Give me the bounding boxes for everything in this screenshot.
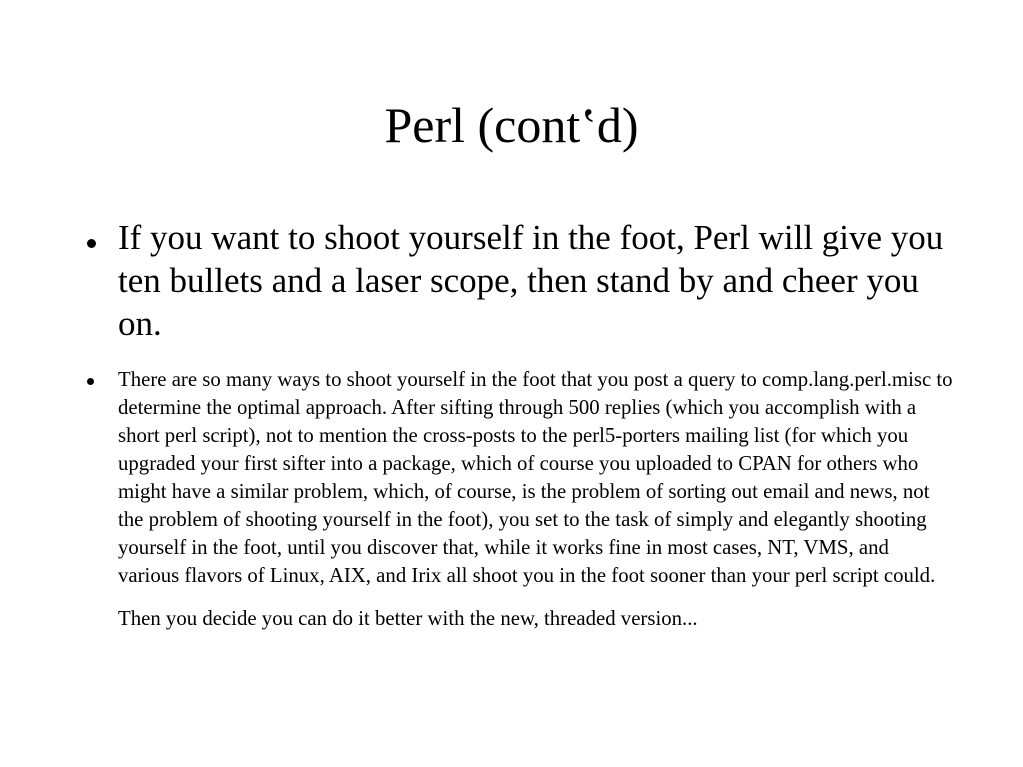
bullet-paragraph: Then you decide you can do it better with the new, threaded version... [118,607,698,630]
bullet-dot-icon [87,378,94,385]
bullet-text [118,366,953,633]
bullet-dot-icon [87,239,96,248]
bullet-text [118,216,953,345]
bullet-paragraph: There are so many ways to shoot yourself in the foot that you post a query to comp.lang.perl.misc to determine the optimal approach. After sifting through 500 replies (which you accomplish with a short perl script), not to mention the cross-posts to the perl5-porters mailing list (for which you upgraded your first sifter into a package, which of course you uploaded to CPAN for others who might have a similar problem, which, of course, is the problem of sorting out email and news, not the problem of shooting yourself in the foot), you set to the task of simply and elegantly shooting yourself in the foot, until you discover that, while it works fine in most cases, NT, VMS, and various flavors of Linux, AIX, and Irix all shoot you in the foot sooner than your perl script could. [118,368,953,587]
slide-title: Perl (cont‛d) [384,97,639,153]
bullet-paragraph: If you want to shoot yourself in the foot, Perl will give you ten bullets and a laser scope, then stand by and cheer you on. [118,218,944,343]
